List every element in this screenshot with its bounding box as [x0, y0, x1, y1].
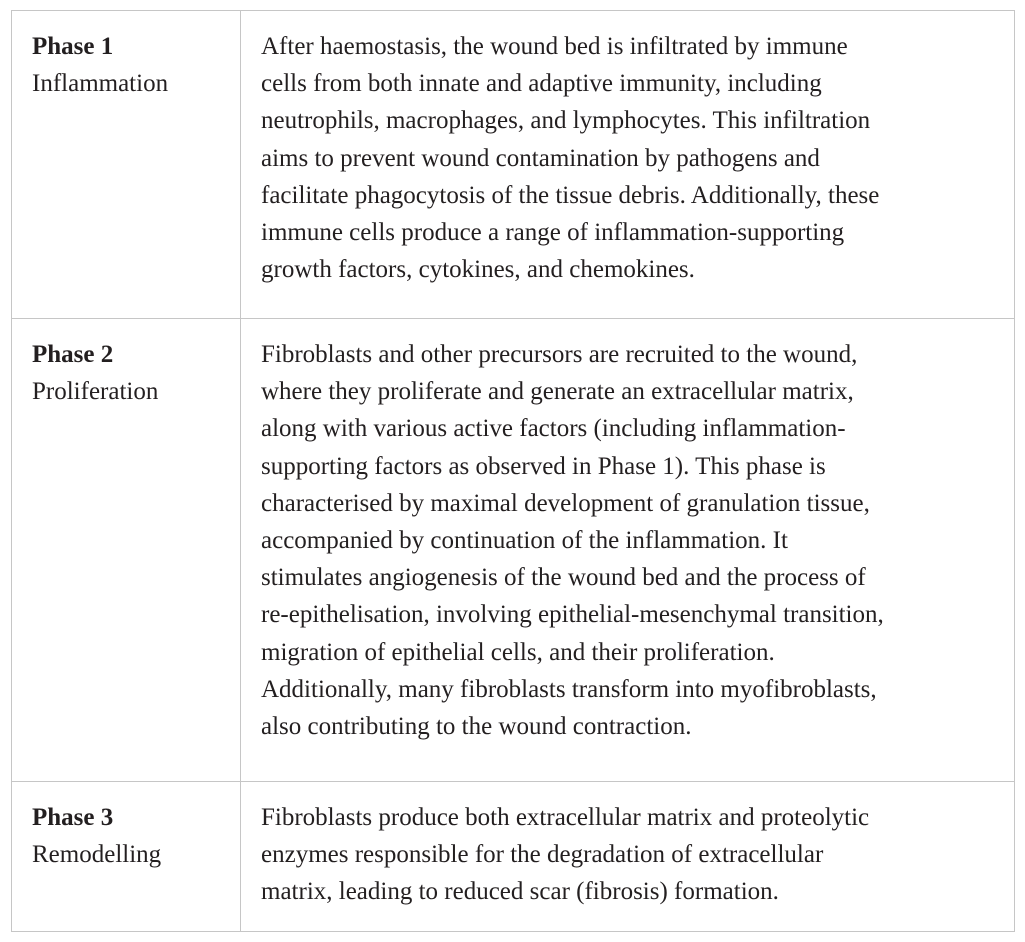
description-line: Fibroblasts produce both extracellular matrix and proteolytic	[261, 804, 870, 831]
phase-cell	[12, 11, 241, 319]
description-line: aims to prevent wound contamination by pathogens and	[261, 144, 820, 172]
description-line: matrix, leading to reduced scar (fibrosis) formation.	[261, 878, 779, 906]
description-cell	[241, 782, 1015, 932]
description-line: accompanied by continuation of the inflammation. It	[261, 527, 788, 555]
description-line: characterised by maximal development of granulation tissue,	[261, 489, 870, 517]
description-line: Additionally, many fibroblasts transform into myofibroblasts,	[261, 675, 877, 703]
phase-number: Phase 3	[32, 804, 114, 831]
phase-cell	[12, 319, 241, 782]
phase-name: Remodelling	[32, 841, 162, 869]
phase-cell	[12, 782, 241, 932]
description-line: re-epithelisation, involving epithelial-mesenchymal transition,	[261, 601, 884, 629]
phase-number: Phase 2	[32, 341, 114, 368]
phase-number: Phase 1	[32, 33, 114, 60]
description-line: immune cells produce a range of inflammation-supporting	[261, 219, 845, 247]
description-cell	[241, 11, 1015, 319]
table-row-phase-2	[12, 319, 1015, 782]
description-line: neutrophils, macrophages, and lymphocytes. This infiltration	[261, 107, 871, 135]
description-line: Fibroblasts and other precursors are recruited to the wound,	[261, 341, 858, 368]
phase-name: Inflammation	[32, 70, 169, 98]
description-line: facilitate phagocytosis of the tissue debris. Additionally, these	[261, 181, 880, 209]
description-line: along with various active factors (including inflammation-	[261, 415, 846, 443]
wound-healing-phases-table	[11, 10, 1015, 932]
description-line: supporting factors as observed in Phase 1). This phase is	[261, 452, 826, 480]
description-line: stimulates angiogenesis of the wound bed and the process of	[261, 564, 866, 592]
description-line: cells from both innate and adaptive immunity, including	[261, 70, 822, 98]
description-line: where they proliferate and generate an extracellular matrix,	[261, 378, 854, 406]
description-cell	[241, 319, 1015, 782]
description-line: After haemostasis, the wound bed is infiltrated by immune	[261, 33, 848, 60]
table-row-phase-1	[12, 11, 1015, 319]
description-line: also contributing to the wound contraction.	[261, 713, 692, 741]
phase-name: Proliferation	[32, 378, 159, 406]
description-line: growth factors, cytokines, and chemokines.	[261, 256, 695, 284]
description-line: enzymes responsible for the degradation of extracellular	[261, 841, 824, 869]
description-line: migration of epithelial cells, and their proliferation.	[261, 638, 775, 666]
table-row-phase-3	[12, 782, 1015, 932]
